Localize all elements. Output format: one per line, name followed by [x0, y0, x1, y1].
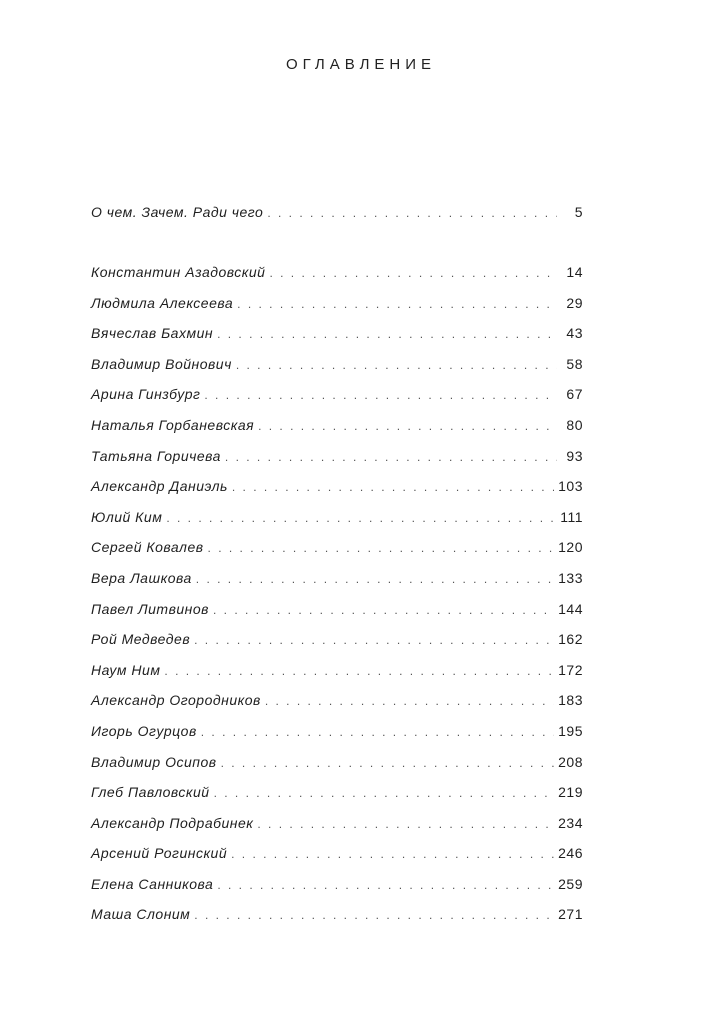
- toc-entry-name: Александр Подрабинек: [91, 814, 254, 831]
- toc-entry-page: 144: [558, 600, 583, 617]
- toc-entry-name: Людмила Алексеева: [91, 294, 234, 311]
- dot-leader: [257, 817, 554, 831]
- toc-entry-name: Арина Гинзбург: [91, 386, 201, 403]
- toc-entry-name: Сергей Ковалев: [91, 539, 204, 556]
- toc-entry-page: 133: [558, 569, 583, 586]
- toc-entry-page: 80: [566, 416, 583, 433]
- toc-entry-page: 208: [558, 753, 583, 770]
- dot-leader: [196, 572, 554, 586]
- toc-entry-page: 120: [558, 539, 583, 556]
- toc-entry-name: Александр Даниэль: [91, 478, 228, 495]
- toc-entry[interactable]: [91, 876, 583, 907]
- dot-leader: [232, 480, 554, 494]
- dot-leader: [201, 725, 554, 739]
- toc-entry-name: Константин Азадовский: [91, 264, 266, 280]
- toc-entry-name: Вера Лашкова: [91, 569, 192, 586]
- toc-entry[interactable]: [91, 509, 583, 540]
- toc-entry-name: Вячеслав Бахмин: [91, 325, 214, 342]
- toc-entry[interactable]: [91, 723, 583, 754]
- toc-entry-page: 172: [558, 661, 583, 678]
- toc-entry[interactable]: [91, 631, 583, 662]
- toc-entry-name: Татьяна Горичева: [91, 447, 221, 464]
- page-title: ОГЛАВЛЕНИЕ: [285, 56, 437, 73]
- dot-leader: [217, 327, 557, 341]
- toc-entry-name: Наум Ним: [91, 661, 161, 678]
- toc-entry[interactable]: [91, 264, 583, 295]
- toc-entry-name: Арсений Рогинский: [91, 845, 228, 862]
- toc-entry[interactable]: [91, 815, 583, 846]
- toc-entry[interactable]: [91, 539, 583, 570]
- toc-entry[interactable]: [91, 325, 583, 356]
- dot-leader: [194, 908, 554, 922]
- dot-leader: [267, 206, 557, 220]
- dot-leader: [208, 541, 555, 555]
- dot-leader: [225, 450, 557, 464]
- toc-entry-name: Игорь Огурцов: [91, 722, 197, 739]
- toc-entry-page: 5: [574, 204, 583, 220]
- dot-leader: [231, 847, 554, 861]
- toc-entry[interactable]: [91, 906, 583, 937]
- toc-entry[interactable]: [91, 417, 583, 448]
- toc-entry-name: Елена Санникова: [91, 875, 214, 892]
- dot-leader: [204, 388, 557, 402]
- toc-entry-name: Глеб Павловский: [91, 784, 210, 801]
- toc-intro: [91, 204, 583, 235]
- toc-entry-page: 183: [558, 692, 583, 709]
- toc-entry[interactable]: [91, 295, 583, 326]
- dot-leader: [217, 878, 554, 892]
- toc-entry-page: 259: [558, 875, 583, 892]
- toc-entry-page: 93: [566, 447, 583, 464]
- toc-entry-page: 58: [566, 355, 583, 372]
- toc-entry-page: 162: [558, 631, 583, 648]
- toc-entry[interactable]: [91, 784, 583, 815]
- toc-entry-page: 246: [558, 845, 583, 862]
- dot-leader: [166, 511, 556, 525]
- toc-entry[interactable]: [91, 386, 583, 417]
- toc-entry-name: Юлий Ким: [91, 508, 163, 525]
- toc-entry[interactable]: [91, 754, 583, 785]
- toc-entry-page: 271: [558, 906, 583, 923]
- toc-entry-name: Наталья Горбаневская: [91, 416, 255, 433]
- toc-entry[interactable]: [91, 356, 583, 387]
- toc-entry-name: Владимир Войнович: [91, 355, 232, 372]
- toc-list: [91, 264, 583, 937]
- toc-entry-intro[interactable]: [91, 204, 583, 235]
- toc-entry-name: Павел Литвинов: [91, 600, 209, 617]
- toc-entry[interactable]: [91, 601, 583, 632]
- dot-leader: [164, 664, 554, 678]
- toc-entry[interactable]: [91, 448, 583, 479]
- dot-leader: [236, 358, 557, 372]
- dot-leader: [265, 694, 554, 708]
- dot-leader: [237, 297, 557, 311]
- toc-entry-name: Рой Медведев: [91, 631, 191, 648]
- toc-entry-name: О чем. Зачем. Ради чего: [91, 204, 264, 220]
- toc-entry-page: 67: [566, 386, 583, 403]
- toc-entry[interactable]: [91, 478, 583, 509]
- toc-entry-page: 234: [558, 814, 583, 831]
- toc-entry-page: 219: [558, 784, 583, 801]
- toc-entry[interactable]: [91, 570, 583, 601]
- toc-entry[interactable]: [91, 845, 583, 876]
- toc-entry[interactable]: [91, 692, 583, 723]
- toc-entry-page: 14: [566, 264, 583, 280]
- toc-entry-page: 111: [560, 508, 583, 525]
- dot-leader: [194, 633, 554, 647]
- dot-leader: [258, 419, 557, 433]
- toc-entry-name: Александр Огородников: [91, 692, 261, 709]
- toc-entry-page: 43: [566, 325, 583, 342]
- toc-entry-name: Маша Слоним: [91, 906, 191, 923]
- toc-entry-page: 103: [558, 478, 583, 495]
- dot-leader: [269, 266, 557, 280]
- toc-entry[interactable]: [91, 662, 583, 693]
- toc-entry-page: 29: [566, 294, 583, 311]
- toc-entry-page: 195: [558, 722, 583, 739]
- dot-leader: [214, 786, 555, 800]
- dot-leader: [213, 603, 554, 617]
- dot-leader: [221, 756, 555, 770]
- toc-entry-name: Владимир Осипов: [91, 753, 217, 770]
